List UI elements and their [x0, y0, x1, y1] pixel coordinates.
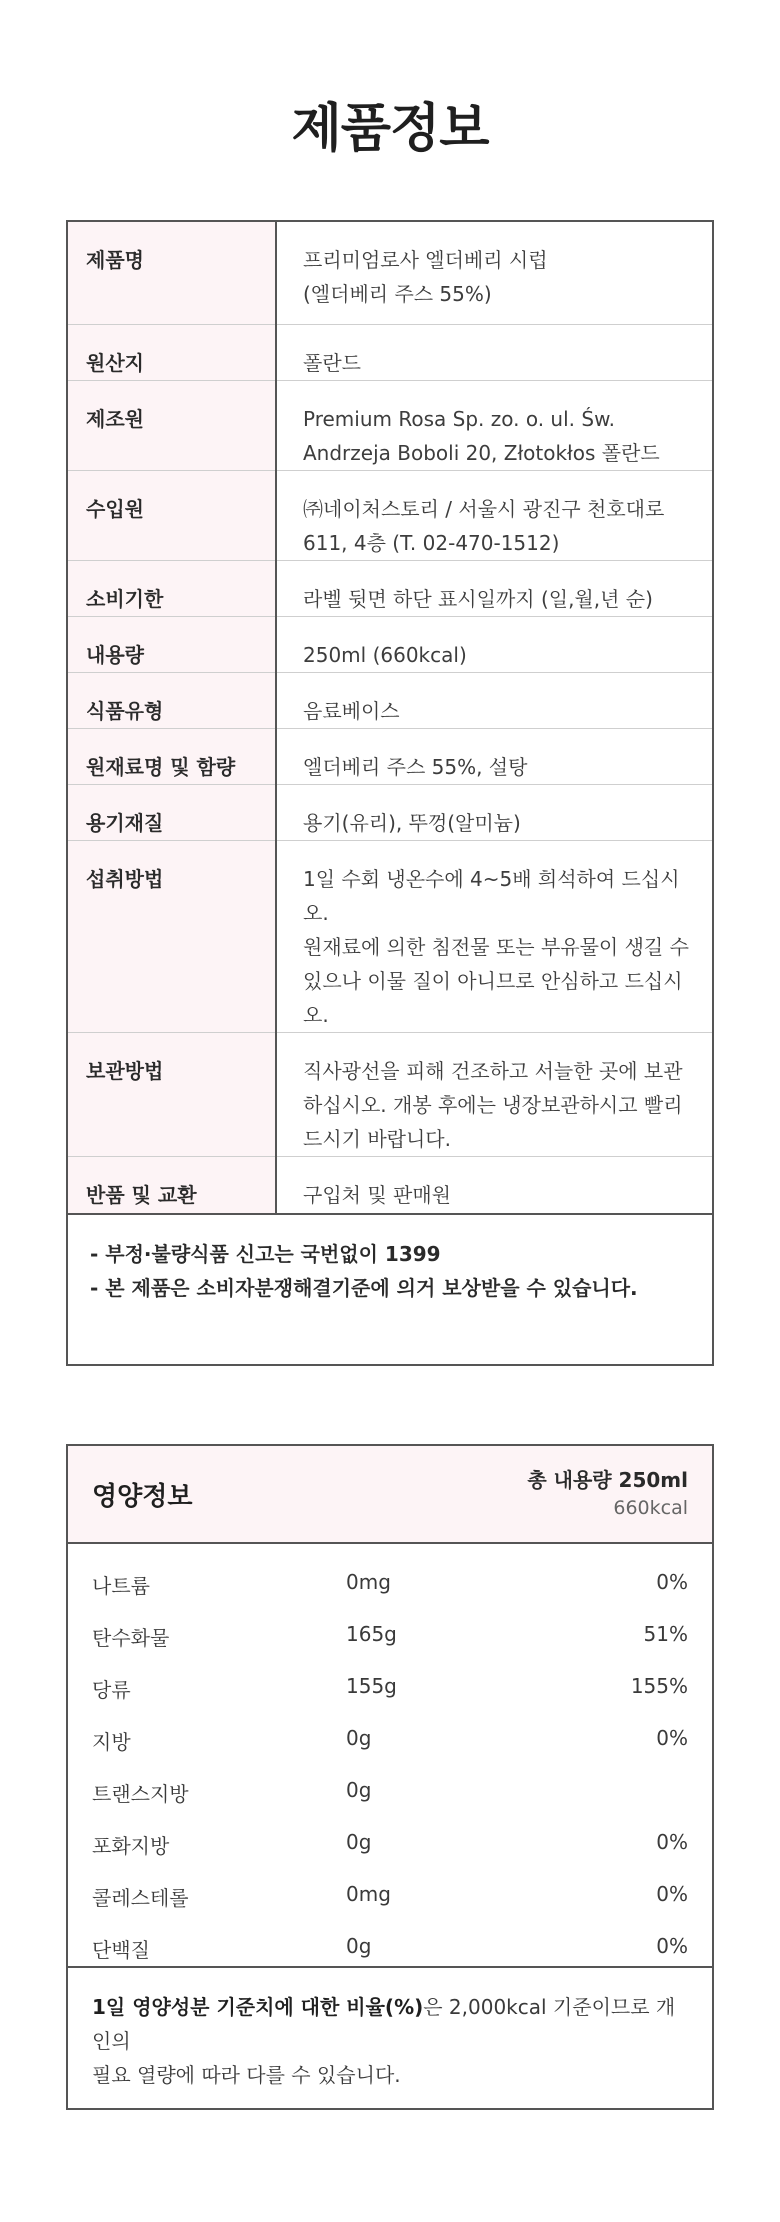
info-value-line: 음료베이스 — [303, 698, 400, 723]
info-value — [276, 1156, 712, 1214]
product-info-box — [66, 220, 714, 1366]
info-value-line: 프리미엄로사 엘더베리 시럽 — [303, 248, 548, 272]
info-value-line: 250ml (660kcal) — [303, 642, 467, 667]
info-label: 반품 및 교환 — [68, 1156, 276, 1214]
nutrient-name: 지방 — [92, 1730, 131, 1754]
nutrient-percent: 0% — [656, 1934, 688, 1958]
nutrient-amount: 165g — [346, 1622, 397, 1646]
total-calories: 660kcal — [613, 1497, 688, 1519]
info-row — [68, 222, 712, 324]
info-label: 보관방법 — [68, 1032, 276, 1156]
nutrition-row — [68, 1714, 712, 1766]
info-label: 용기재질 — [68, 784, 276, 840]
nutrient-percent: 155% — [630, 1674, 688, 1698]
info-value-line: Premium Rosa Sp. zo. o. ul. Św. — [303, 406, 615, 431]
nutrition-box — [66, 1444, 714, 2110]
info-label: 섭취방법 — [68, 840, 276, 1032]
info-value — [276, 222, 712, 324]
info-value-line: 엘더베리 주스 55%, 설탕 — [303, 754, 528, 779]
nutrient-name: 포화지방 — [92, 1834, 170, 1858]
info-row — [68, 1156, 712, 1214]
nutrition-header — [68, 1446, 712, 1544]
info-label: 내용량 — [68, 616, 276, 672]
notice-section — [68, 1215, 712, 1305]
info-value — [276, 380, 712, 470]
nutrient-amount: 0mg — [346, 1882, 391, 1906]
info-label: 수입원 — [68, 470, 276, 560]
info-label: 원산지 — [68, 324, 276, 380]
info-row — [68, 560, 712, 616]
info-value-line: 611, 4층 (T. 02-470-1512) — [303, 530, 560, 555]
nutrient-name: 콜레스테롤 — [92, 1886, 189, 1910]
info-value — [276, 784, 712, 840]
nutrition-row — [68, 1818, 712, 1870]
info-value-line: 라벨 뒷면 하단 표시일까지 (일,월,년 순) — [303, 586, 653, 611]
nutrition-row — [68, 1870, 712, 1922]
info-value — [276, 324, 712, 380]
info-value — [276, 1032, 712, 1156]
nutrient-name: 나트륨 — [92, 1574, 150, 1598]
nutrient-amount: 155g — [346, 1674, 397, 1698]
info-value — [276, 672, 712, 728]
nutrient-amount: 0g — [346, 1830, 372, 1854]
footnote-text: 은 2,000kcal 기준이므로 개인의 — [92, 1995, 676, 2053]
nutrition-row — [68, 1610, 712, 1662]
nutrient-percent: 0% — [656, 1726, 688, 1750]
nutrition-row — [68, 1662, 712, 1714]
info-row — [68, 840, 712, 1032]
info-row — [68, 380, 712, 470]
info-value-line: (엘더베리 주스 55%) — [303, 282, 492, 306]
nutrition-row — [68, 1766, 712, 1818]
info-value-line: 원재료에 의한 침전물 또는 부유물이 생길 수 — [303, 934, 689, 959]
info-row — [68, 1032, 712, 1156]
info-value-line: 폴란드 — [303, 350, 361, 375]
notice-line: - 부정·불량식품 신고는 국번없이 1399 — [90, 1242, 441, 1266]
nutrition-list — [68, 1544, 712, 1968]
product-info-table — [68, 222, 712, 1215]
nutrition-title: 영양정보 — [92, 1482, 193, 1512]
notice-line: - 본 제품은 소비자분쟁해결기준에 의거 보상받을 수 있습니다. — [90, 1276, 638, 1300]
info-value-line: 1일 수회 냉온수에 4~5배 희석하여 드십시오. — [303, 866, 680, 925]
info-value-line: 직사광선을 피해 건조하고 서늘한 곳에 보관 — [303, 1058, 683, 1083]
info-value-line: 드시기 바랍니다. — [303, 1126, 451, 1151]
info-value — [276, 840, 712, 1032]
info-row — [68, 324, 712, 380]
total-volume: 총 내용량 250ml — [527, 1468, 688, 1492]
nutrient-amount: 0g — [346, 1778, 372, 1802]
footnote-bold: 1일 영양성분 기준치에 대한 비율(%) — [92, 1995, 424, 2019]
info-label: 원재료명 및 함량 — [68, 728, 276, 784]
nutrient-name: 탄수화물 — [92, 1626, 170, 1650]
nutrient-amount: 0g — [346, 1726, 372, 1750]
info-value-line: 용기(유리), 뚜껑(알미늄) — [303, 810, 521, 835]
info-value-line: Andrzeja Boboli 20, Złotokłos 폴란드 — [303, 440, 660, 465]
info-value — [276, 616, 712, 672]
info-value-line: 있으나 이물 질이 아니므로 안심하고 드십시오. — [303, 968, 683, 1027]
info-label: 제품명 — [68, 222, 276, 324]
info-label: 식품유형 — [68, 672, 276, 728]
nutrient-percent: 0% — [656, 1882, 688, 1906]
page-title: 제품정보 — [291, 99, 489, 159]
nutrient-name: 단백질 — [92, 1938, 150, 1962]
info-row — [68, 672, 712, 728]
info-value — [276, 560, 712, 616]
info-value-line: 구입처 및 판매원 — [303, 1182, 451, 1207]
info-row — [68, 616, 712, 672]
nutrient-name: 당류 — [92, 1678, 131, 1702]
nutrition-total — [527, 1466, 688, 1522]
info-label: 소비기한 — [68, 560, 276, 616]
info-row — [68, 784, 712, 840]
footnote-line: 필요 열량에 따라 다를 수 있습니다. — [92, 2063, 401, 2087]
nutrition-row — [68, 1558, 712, 1610]
info-value-line: 하십시오. 개봉 후에는 냉장보관하시고 빨리 — [303, 1092, 683, 1117]
nutrient-percent: 0% — [656, 1830, 688, 1854]
info-value — [276, 728, 712, 784]
info-value-line: ㈜네이처스토리 / 서울시 광진구 천호대로 — [303, 496, 665, 521]
nutrient-percent: 0% — [656, 1570, 688, 1594]
info-value — [276, 470, 712, 560]
nutrient-percent: 51% — [643, 1622, 688, 1646]
nutrition-row — [68, 1922, 712, 1974]
info-row — [68, 470, 712, 560]
nutrient-amount: 0g — [346, 1934, 372, 1958]
nutrition-footnote — [68, 1968, 712, 2092]
nutrient-amount: 0mg — [346, 1570, 391, 1594]
info-label: 제조원 — [68, 380, 276, 470]
nutrient-name: 트랜스지방 — [92, 1782, 189, 1806]
info-row — [68, 728, 712, 784]
